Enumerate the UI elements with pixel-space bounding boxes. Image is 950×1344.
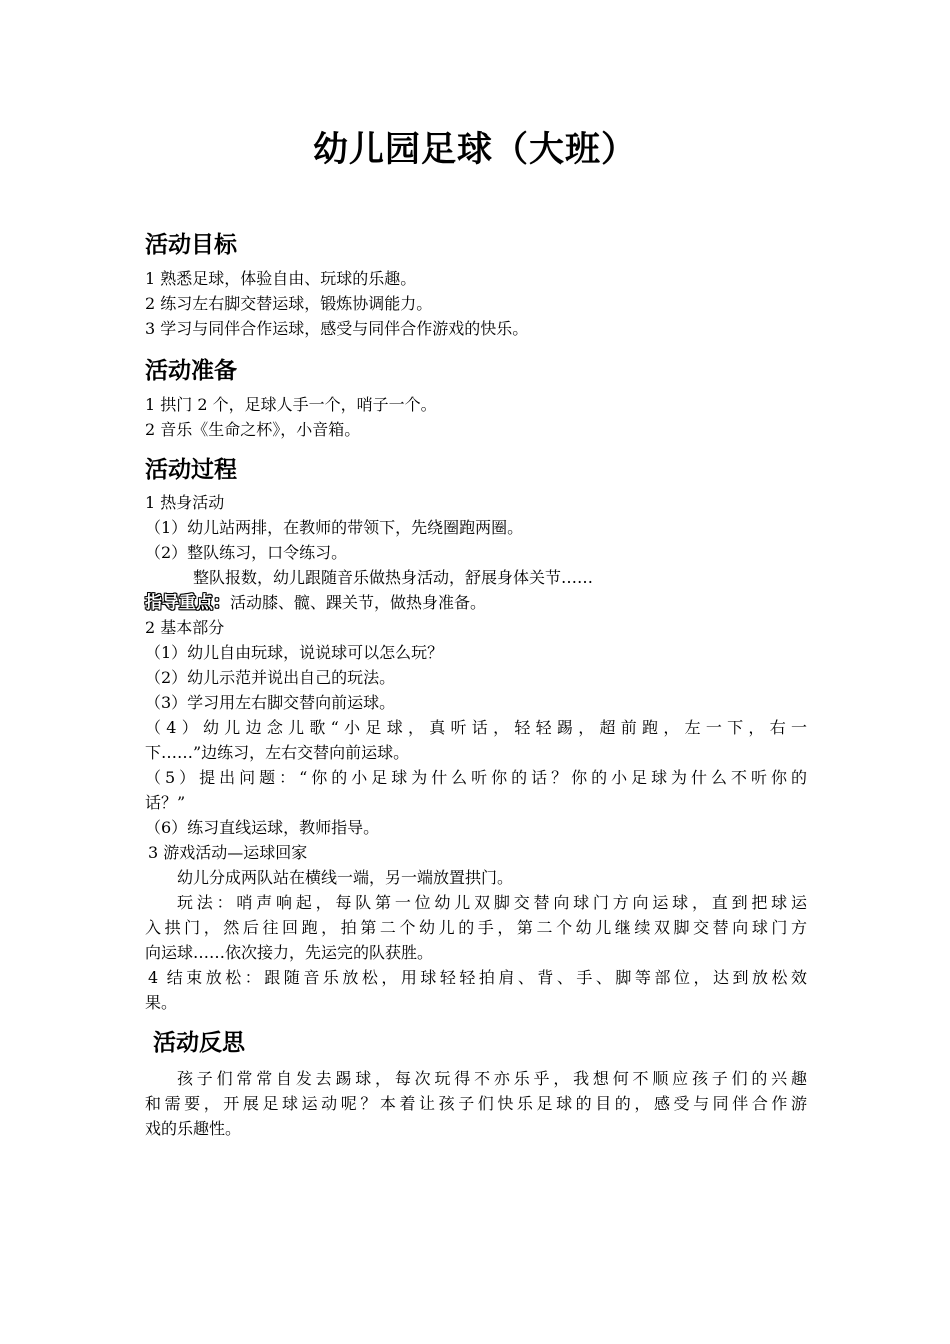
process-line: 话？”	[145, 793, 186, 812]
reflection-line: 孩子们常常自发去踢球，每次玩得不亦乐乎，我想何不顺应孩子们的兴趣	[177, 1069, 807, 1088]
document-title: 幼儿园足球（大班）	[312, 130, 637, 170]
process-line: 果。	[145, 993, 178, 1012]
process-line: 4 结束放松：跟随音乐放松，用球轻轻拍肩、背、手、脚等部位，达到放松效	[148, 968, 807, 987]
process-line: （2）幼儿示范并说出自己的玩法。	[145, 668, 396, 687]
process-line: （4）幼儿边念儿歌“小足球，真听话，轻轻踢，超前跑，左一下，右一	[145, 718, 807, 737]
prep-line: 1 拱门 2 个，足球人手一个，哨子一个。	[145, 395, 437, 414]
prep-line: 2 音乐《生命之杯》，小音箱。	[145, 420, 361, 439]
reflection-line: 和需要，开展足球运动呢？本着让孩子们快乐足球的目的，感受与同伴合作游	[145, 1094, 807, 1113]
goals-line: 3 学习与同伴合作运球，感受与同伴合作游戏的快乐。	[145, 319, 529, 338]
reflection-line: 戏的乐趣性。	[145, 1119, 242, 1138]
process-line: （3）学习用左右脚交替向前运球。	[145, 693, 396, 712]
prep-heading: 活动准备	[145, 358, 237, 384]
guidance-text: 活动膝、髋、踝关节，做热身准备。	[230, 593, 487, 612]
process-heading: 活动过程	[145, 457, 237, 483]
process-line: 下……”边练习，左右交替向前运球。	[145, 743, 410, 762]
goals-heading: 活动目标	[145, 232, 237, 258]
process-line: 入拱门，然后往回跑，拍第二个幼儿的手，第二个幼儿继续双脚交替向球门方	[145, 918, 807, 937]
reflection-heading: 活动反思	[153, 1030, 245, 1056]
process-line: （1）幼儿站两排，在教师的带领下，先绕圈跑两圈。	[145, 518, 524, 537]
process-line: 幼儿分成两队站在横线一端，另一端放置拱门。	[177, 868, 514, 887]
process-line: 2 基本部分	[145, 618, 225, 637]
goals-line: 1 熟悉足球，体验自由、玩球的乐趣。	[145, 269, 417, 288]
guidance-badge: 指导重点：	[145, 593, 230, 613]
process-line: （5）提出问题：“你的小足球为什么听你的话？你的小足球为什么不听你的	[145, 768, 807, 787]
process-line: （6）练习直线运球，教师指导。	[145, 818, 380, 837]
guidance-line	[145, 590, 807, 616]
goals-line: 2 练习左右脚交替运球，锻炼协调能力。	[145, 294, 433, 313]
process-line: 向运球……依次接力，先运完的队获胜。	[145, 943, 434, 962]
process-line: 3 游戏活动—运球回家	[148, 843, 308, 862]
process-line: 整队报数，幼儿跟随音乐做热身活动，舒展身体关节……	[193, 568, 594, 587]
process-line: 1 热身活动	[145, 493, 225, 512]
process-line: （1）幼儿自由玩球，说说球可以怎么玩？	[145, 643, 444, 662]
process-line: 玩法：哨声响起，每队第一位幼儿双脚交替向球门方向运球，直到把球运	[177, 893, 807, 912]
process-line: （2）整队练习，口令练习。	[145, 543, 348, 562]
